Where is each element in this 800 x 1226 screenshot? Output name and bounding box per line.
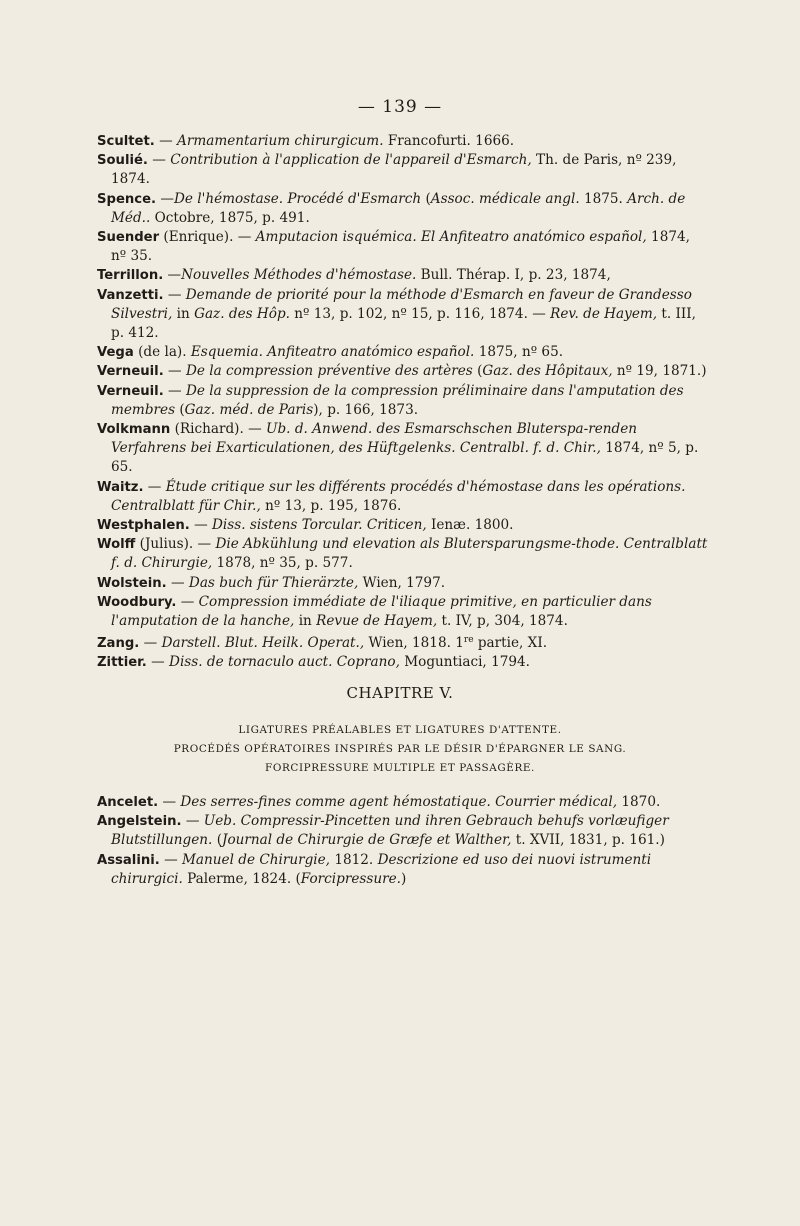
entry-title: Étude critique sur les différents procédés d'hémostase dans les opérations. Centralblatt für Chir., [111,478,686,514]
bibliography-entry [97,478,709,516]
entry-text: Ienæ. 1800. [426,517,514,534]
bibliography-entry [97,793,709,812]
bibliography-entry [97,151,709,189]
entry-author: Wolstein. [97,575,167,591]
bibliography-entry [97,593,709,631]
entry-text: (de la). [133,344,191,361]
entry-title: Das buch für Thierärzte, [188,574,359,591]
entry-title: Darstell. Blut. Heilk. Operat., [161,635,365,652]
bibliography-entry [97,362,709,381]
entry-text: — [163,286,186,303]
bibliography-entry [97,266,709,285]
entry-text: ( [212,832,222,849]
entry-title: De la compression préventive des artères [185,363,473,380]
bibliography-list-top [97,132,709,673]
bibliography-entry [97,382,709,420]
entry-text: Wien, 1797. [358,574,446,591]
entry-text: — [159,851,183,868]
entry-title: Diss. de tornaculo auct. Coprano, [169,654,400,671]
entry-title: Esquemia. Anfiteatro anatómico español. [190,344,475,361]
entry-title: Die Abkühlung und elevation als Blutersparungsme-thode. Centralblatt f. d. Chirurgie, [111,536,708,572]
bibliography-entry [97,516,709,535]
entry-text: — [163,267,182,284]
bibliography-entry [97,851,709,889]
entry-title: Armamentarium chirurgicum. [177,133,384,149]
entry-text: (Julius). — [135,536,216,553]
entry-title: Manuel de Chirurgie, [182,851,331,868]
entry-author: Volkmann [97,422,171,438]
entry-text: — [154,133,178,149]
entry-text: 1878, nº 35, p. 577. [212,555,353,572]
entry-text: partie, XI. [473,635,548,652]
bibliography-entry [97,574,709,593]
entry-author: Wolff [97,537,136,553]
entry-text: 1870. [617,794,661,810]
entry-author: Angelstein. [97,814,182,830]
chapter-title: CHAPITRE V. [346,684,454,702]
chapter-subtitle-line: LIGATURES PRÉALABLES ET LIGATURES D'ATTENTE. [238,724,562,736]
entry-text: Octobre, 1875, p. 491. [150,209,310,226]
entry-author: Soulié. [97,153,148,169]
chapter-subtitle-line: FORCIPRESSURE MULTIPLE ET PASSAGÈRE. [265,762,535,774]
entry-author: Vanzetti. [97,287,164,303]
entry-author: Verneuil. [97,364,164,380]
entry-text: Palerme, 1824. ( [182,870,301,887]
chapter-subtitle [90,721,710,778]
entry-text: nº 13, p. 102, nº 15, p. 116, 1874. — [289,305,551,322]
entry-text: Bull. Thérap. I, p. 23, 1874, [416,267,611,284]
entry-text: ( [175,401,185,418]
entry-title: De la suppression de la compression préliminaire dans l'amputation des membres [111,382,684,418]
entry-title: Ueb. Compressir-Pincetten und ihren Gebrauch behufs vorlæufiger Blutstillungen. [111,813,669,849]
entry-title: Des serres-fines comme agent hémostatique. Courrier médical, [180,794,618,810]
entry-text: 1874, nº 35. [111,229,690,265]
entry-text: — [143,478,166,495]
entry-text: — [156,190,174,207]
bibliography-entry [97,286,709,344]
entry-author: Westphalen. [97,518,190,534]
entry-text: — [163,363,186,380]
entry-text: 1875, nº 65. [474,344,564,361]
entry-author: Terrillon. [97,268,164,284]
entry-text: t. IV, p, 304, 1874. [437,613,568,630]
entry-title: Descrizione ed uso dei nuovi istrumenti chirurgici. [111,851,652,887]
entry-text: ( [472,363,483,380]
entry-text: — [166,574,189,591]
bibliography-entry [97,132,709,151]
entry-text: — [189,517,213,534]
entry-text: ( [421,190,431,207]
entry-text: — [147,152,171,169]
entry-text: t. III, p. 412. [111,305,696,342]
entry-title: Gaz. méd. de Paris [184,401,314,418]
entry-title: Nouvelles Méthodes d'hémostase. [181,267,417,284]
entry-title: Gaz. des Hôpitaux, [482,363,613,380]
entry-author: Ancelet. [97,795,159,810]
page-number: — 139 — [357,97,443,117]
entry-text: — [176,593,199,610]
entry-author: Assalini. [97,852,160,868]
entry-author: Waitz. [97,479,144,495]
entry-title: Ub. d. Anwend. des Esmarschschen Bluterspa-renden Verfahrens bei Exarticulationen, des Hüftgelenks. Centralbl. f. d. Chir., [111,421,638,457]
bibliography-entry [97,420,709,478]
entry-text: (Enrique). — [159,229,256,246]
bibliography-entry [97,343,709,362]
entry-author: Zittier. [97,655,147,671]
entry-title: Arch. de Méd.. [111,190,686,226]
entry-text: ) [400,870,407,887]
entry-text: Moguntiaci, 1794. [399,654,530,671]
entry-text: (Richard). — [170,421,267,438]
entry-text: — [163,382,186,399]
entry-text: in [294,613,317,630]
bibliography-entry [97,535,709,573]
entry-title: Compression immédiate de l'iliaque primitive, en particulier dans l'amputation de la hanche, [111,593,652,630]
entry-author: Scultet. [97,134,155,149]
bibliography-entry [97,653,709,672]
entry-title: Amputacion isquémica. El Anfiteatro anatómico español, [255,229,647,246]
entry-title: Revue de Hayem, [316,613,438,630]
entry-text: — [146,654,170,671]
entry-author: Spence. [97,191,157,207]
entry-author: Zang. [97,636,140,652]
entry-author: Vega [97,345,134,361]
entry-text: t. XVII, 1831, p. 161.) [511,832,665,849]
bibliography-entry [97,631,709,653]
entry-title: Assoc. médicale angl. [430,190,580,207]
entry-text: 1812. [330,851,378,868]
entry-text: — [158,794,181,810]
entry-text: Wien, 1818. 1 [364,635,464,652]
bibliography-list-bottom [97,793,709,889]
entry-title: De l'hémostase. Procédé d'Esmarch [173,190,422,207]
entry-author: Verneuil. [97,383,164,399]
entry-title: Contribution à l'application de l'appareil d'Esmarch, [170,152,532,169]
entry-text: nº 13, p. 195, 1876. [260,497,402,514]
entry-text: Th. de Paris, nº 239, 1874. [111,152,677,188]
entry-author: Suender [97,230,160,246]
entry-text: ), p. 166, 1873. [313,401,419,418]
bibliography-entry [97,812,709,850]
entry-text: nº 19, 1871.) [612,363,707,380]
entry-text: — [139,635,162,652]
entry-text: in [172,305,195,322]
entry-text: 1874, nº 5, p. 65. [111,440,699,476]
chapter-subtitle-line: PROCÉDÉS OPÉRATOIRES INSPIRÉS PAR LE DÉSIR D'ÉPARGNER LE SANG. [173,743,627,755]
entry-title: Gaz. des Hôp. [194,305,290,322]
entry-text: 1875. [579,190,628,207]
bibliography-entry [97,228,709,266]
bibliography-entry [97,190,709,228]
entry-superscript: re [463,635,474,646]
entry-text: — [181,813,204,830]
entry-title: Journal de Chirurgie de Græfe et Walther, [222,832,512,849]
entry-title: Diss. sistens Torcular. Criticen, [212,517,427,534]
entry-title: Rev. de Hayem, [550,305,658,322]
entry-title: Demande de priorité pour la méthode d'Esmarch en faveur de Grandesso Silvestri, [111,286,692,322]
entry-title: Forcipressure. [300,870,401,887]
entry-author: Woodbury. [97,594,177,610]
entry-text: Francofurti. 1666. [383,133,515,149]
